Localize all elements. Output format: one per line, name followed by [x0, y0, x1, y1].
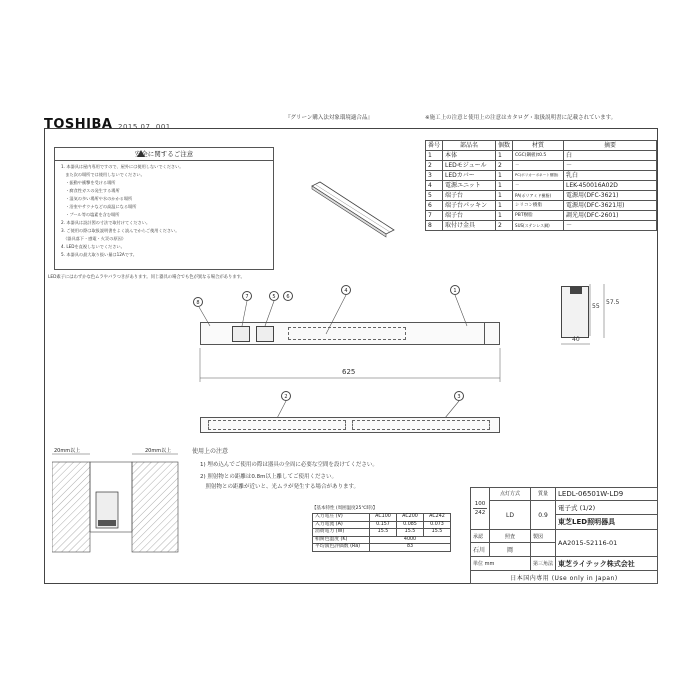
recess-clearance-b: 20mm以上 — [145, 448, 172, 454]
table-cell: － — [513, 181, 564, 191]
table-cell: 乳白 — [564, 171, 657, 181]
table-cell: 1 — [426, 151, 443, 161]
table-cell: 入力電流 (A) — [313, 521, 370, 529]
spec-caption: 【基本特性 (周囲温度25℃時)】 — [312, 506, 378, 511]
table-cell: 1 — [496, 171, 513, 181]
table-cell: 平均演色評価数 (Ra) — [313, 544, 370, 552]
spec-table — [312, 513, 451, 552]
table-cell: － — [564, 161, 657, 171]
callout-2: 2 — [281, 391, 291, 401]
usage-line: 1) 埋め込んでご使用の際は器具の全周に必要な空間を設けてください。 — [200, 462, 378, 468]
weight-value: 0.9 — [531, 500, 556, 529]
table-cell: 電源ユニット — [443, 181, 496, 191]
led-module-outline — [352, 420, 490, 430]
safety-line: 5. 本器具の最大取り扱い量は12Aです。 — [61, 252, 137, 257]
company-name: 東芝ライテック株式会社 — [556, 557, 658, 571]
voltage-divider — [473, 508, 487, 509]
control-type: 電子式 (1/2) — [556, 500, 658, 514]
safety-line: ・湿気の多い場所や水のかかる場所 — [61, 196, 133, 201]
weight-label: 質量 — [531, 488, 556, 501]
parts-header-cell: 番号 — [426, 141, 443, 151]
table-cell: LEK-450016A02D — [564, 181, 657, 191]
table-cell: 6 — [426, 201, 443, 211]
table-cell: 4000 — [370, 536, 451, 544]
table-row — [313, 536, 451, 544]
table-cell: 1 — [496, 201, 513, 211]
projection-method: 第三角法 — [531, 557, 556, 571]
table-cell: － — [513, 161, 564, 171]
table-cell: 0.073 — [424, 521, 451, 529]
table-cell: 端子台 — [443, 191, 496, 201]
table-cell: LEDカバー — [443, 171, 496, 181]
safety-line: また次の場所では使用しないでください。 — [61, 172, 145, 177]
table-cell: 調光用(DFC-2601) — [564, 211, 657, 221]
safety-line: （器具落下・感電・火災の原因） — [61, 236, 126, 241]
led-variation-note: LED素子にはわずかな色ムラやバラつきがあります。同じ器具の場合でも色が異なる場合があります。 — [48, 275, 245, 280]
check-label: 照査 — [490, 530, 531, 543]
table-cell: 2 — [496, 221, 513, 231]
table-cell: PC(ポリカーボネート樹脂) — [513, 171, 564, 181]
table-cell: 白 — [564, 151, 657, 161]
table-cell: LEDモジュール — [443, 161, 496, 171]
safety-line: 2. 本器具は設計図の寸法で取付けてください。 — [61, 220, 151, 225]
title-block — [470, 487, 658, 584]
parts-header-cell: 部品名 — [443, 141, 496, 151]
table-cell: AC242 — [424, 514, 451, 522]
recessed-section-diagram — [52, 448, 182, 558]
table-cell: AC200 — [397, 514, 424, 522]
title-block-table — [470, 487, 658, 584]
table-cell: 本体 — [443, 151, 496, 161]
table-row — [313, 514, 451, 522]
parts-header-cell: 摘要 — [564, 141, 657, 151]
table-cell: 0.157 — [370, 521, 397, 529]
document-date: 2015.07. 001 — [118, 123, 171, 131]
table-cell: 7 — [426, 211, 443, 221]
callout-6: 6 — [283, 291, 293, 301]
table-cell: 電源用(DFC-3621) — [564, 191, 657, 201]
table-cell: AC100 — [370, 514, 397, 522]
safety-line: 4. LEDを直視しないでください。 — [61, 244, 125, 249]
safety-line: 3. ご使用の際は取扱説明書をよく読んでからご使用ください。 — [61, 228, 180, 233]
table-cell: CGC(鋼板)t0.5 — [513, 151, 564, 161]
table-cell: 1 — [496, 191, 513, 201]
table-cell: 端子台 — [443, 211, 496, 221]
parts-header-cell: 材質 — [513, 141, 564, 151]
document-number: AA2015-52116-01 — [556, 530, 658, 557]
height-dimension-a: 55 — [592, 303, 600, 310]
table-cell: 5 — [426, 191, 443, 201]
table-cell: 1 — [496, 151, 513, 161]
safety-line: 1. 本器具は屋内専用ですので、屋外には使用しないでください。 — [61, 164, 184, 169]
length-dimension: 625 — [342, 368, 356, 376]
install-note: ※施工上の注意と使用上の注意はカタログ・取扱説明書に記載されています。 — [425, 115, 617, 121]
approve-label: 承認 — [471, 530, 490, 543]
product-name: 東芝LED照明器具 — [556, 514, 658, 529]
callout-3: 3 — [454, 391, 464, 401]
voltage-cell: 100 242 — [471, 488, 490, 530]
table-cell: 2 — [496, 161, 513, 171]
drafter-name — [531, 543, 556, 557]
table-cell: 4 — [426, 181, 443, 191]
table-cell: 1 — [496, 211, 513, 221]
table-cell: － — [564, 221, 657, 231]
led-module-outline — [208, 420, 346, 430]
table-cell: PBT樹脂 — [513, 211, 564, 221]
table-cell: 15.5 — [424, 529, 451, 537]
recess-clearance-a: 20mm以上 — [54, 448, 81, 454]
table-cell: PA(ポリアミド樹脂) — [513, 191, 564, 201]
checker-name: 岡 — [490, 543, 531, 557]
parts-header-cell: 個数 — [496, 141, 513, 151]
table-cell: 入力電圧 (V) — [313, 514, 370, 522]
safety-line: ・浴室やサウナなどの高温になる場所 — [61, 204, 137, 209]
table-cell: シリコン樹脂 — [513, 201, 564, 211]
market-note: 日本国内専用 (Use only in Japan) — [471, 571, 658, 584]
green-purchase-note: 『グリーン購入法対象環境適合品』 — [285, 115, 373, 121]
lighting-value: LD — [490, 500, 531, 529]
safety-line: ・腐食性ガスの発生する場所 — [61, 188, 120, 193]
lighting-label: 点灯方式 — [490, 488, 531, 501]
callout-7: 7 — [242, 291, 252, 301]
table-cell: SUS(ステンレス鋼) — [513, 221, 564, 231]
table-cell: 1 — [496, 181, 513, 191]
callout-1: 1 — [450, 285, 460, 295]
callout-8: 8 — [193, 297, 203, 307]
table-cell: 0.085 — [397, 521, 424, 529]
height-dimension-b: 57.5 — [606, 299, 620, 306]
table-cell: 83 — [370, 544, 451, 552]
usage-line: 照射物との距離が近いと、光ムラが発生する場合があります。 — [200, 484, 360, 490]
table-cell: 3 — [426, 171, 443, 181]
callout-5: 5 — [269, 291, 279, 301]
callout-4: 4 — [341, 285, 351, 295]
safety-title: 安全に関するご注意 — [55, 148, 273, 161]
unit-label: 単位 mm — [471, 557, 531, 571]
width-dimension: 40 — [572, 336, 580, 343]
usage-title: 使用上の注意 — [192, 448, 229, 455]
table-cell: 8 — [426, 221, 443, 231]
draw-label: 製図 — [531, 530, 556, 543]
table-cell: 端子台パッキン — [443, 201, 496, 211]
table-cell: 電源用(DFC-3621用) — [564, 201, 657, 211]
table-row — [313, 544, 451, 552]
table-row — [313, 529, 451, 537]
approver-name: 石川 — [471, 543, 490, 557]
safety-line: ・プール等の塩素を含む場所 — [61, 212, 120, 217]
usage-line: 2) 照射物との距離は0.8m以上離してご使用ください。 — [200, 474, 337, 480]
table-cell: 15.5 — [397, 529, 424, 537]
table-cell: 消費電力 (W) — [313, 529, 370, 537]
mounting-bracket — [570, 286, 582, 294]
model-number: LEDL-06501W-LD9 — [556, 488, 658, 501]
table-cell: 2 — [426, 161, 443, 171]
safety-line: ・振動や衝撃を受ける場所 — [61, 180, 116, 185]
table-cell: 相関色温度 (K) — [313, 536, 370, 544]
brand-logo: TOSHIBA — [44, 117, 113, 132]
table-cell: 15.5 — [370, 529, 397, 537]
table-row — [313, 521, 451, 529]
table-cell: 取付け金具 — [443, 221, 496, 231]
